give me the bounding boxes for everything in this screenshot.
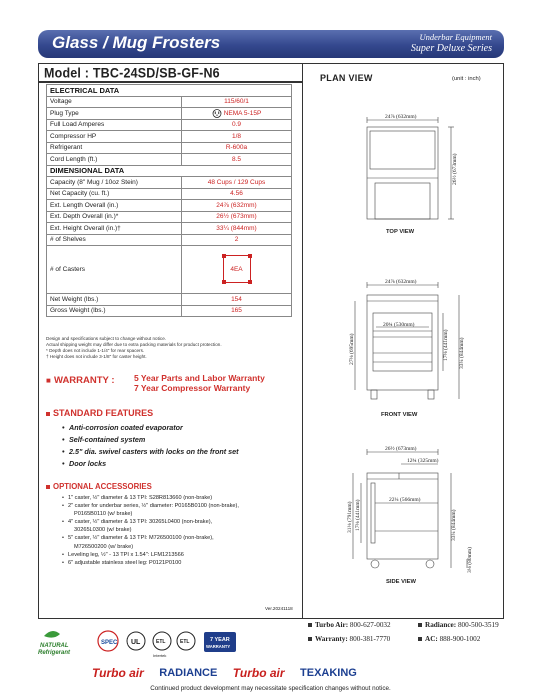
features-list [62,422,239,470]
spec-label: Net Weight (lbs.) [47,294,182,306]
spec-row [47,142,292,154]
accessories-list [62,494,239,567]
dim-front-total-h: 33¼ (844mm) [459,337,465,369]
spec-value: 26½ (673mm) [182,211,292,223]
dim-front-left-h: 27⅜ (695mm) [349,333,355,365]
plan-view-heading: PLAN VIEW [320,73,373,83]
dim-side-caster: 3⅛ (80mm) [467,547,473,573]
ul-logo [127,632,145,650]
spec-value: 165 [182,305,292,317]
spec-label: Plug Type [47,108,182,120]
warranty-line: 5 Year Parts and Labor Warranty [134,373,265,383]
list-item: • Self-contained system [62,434,239,446]
svg-text:NATURAL: NATURAL [40,643,69,649]
spec-value: 0.9 [182,119,292,131]
top-view-label: TOP VIEW [386,229,415,235]
spec-label: Net Capacity (cu. ft.) [47,188,182,200]
list-item: • 2.5" dia. swivel casters with locks on the front set [62,446,239,458]
list-item: • 1" caster, ½" diameter & 13 TPI: S28R813660 (non-brake) [62,494,239,502]
brand-strip [92,664,368,682]
header-banner [38,30,504,58]
plug-icon [212,109,222,118]
bullet-icon: ■ [46,376,51,385]
svg-text:ETL: ETL [180,639,190,645]
model-rule [38,81,302,83]
spec-value: 48 Cups / 129 Cups [182,177,292,189]
svg-text:WARRANTY: WARRANTY [206,644,231,649]
spec-value: 8.5 [182,154,292,166]
page-title: Glass / Mug Frosters [52,33,221,52]
contact-warranty: Warranty: 800-381-7770 [308,635,390,643]
texaking-logo: TEXAKING [300,666,357,679]
spec-row [47,223,292,235]
spec-value [182,108,292,120]
list-item: • Leveling leg, ½" - 13 TPI x 1.54": LFM1213566 [62,551,239,559]
dim-front-inner-width: 20¾ (530mm) [383,322,415,328]
dim-side-left-h2: 17⅜ (441mm) [355,499,361,531]
series-label [411,32,492,54]
dim-front-inner-h: 17⅜ (441mm) [443,329,449,361]
warranty-line: 7 Year Compressor Warranty [134,383,251,393]
note: Actual shipping weight may differ due to extra packing materials for product protection. [46,342,222,347]
note: Design and specifications subject to change without notice. [46,336,167,341]
accessories-heading [46,482,152,491]
spec-table [46,84,292,317]
spec-value: 33¼ (844mm) [182,223,292,235]
turbo-air-logo-2: Turbo air [232,665,285,680]
list-item: • 6" adjustable stainless steel leg: P0121P0100 [62,559,239,567]
spec-label: Refrigerant [47,142,182,154]
contact-ac: AC: 888-900-1002 [418,635,480,643]
svg-text:ETL: ETL [156,639,166,645]
warranty-label: WARRANTY : [54,375,115,386]
bullet-icon [418,637,422,641]
dim-top-depth: 26½ (673mm) [452,153,458,185]
spec-row [47,200,292,212]
svg-text:Intertek: Intertek [153,653,167,658]
bullet-icon [46,485,50,489]
front-view-drawing [348,278,465,399]
version-label: Ver.20241118 [265,606,293,611]
list-item: • Door locks [62,458,239,470]
spec-label: Capacity (8" Mug / 10oz Stein) [47,177,182,189]
side-view-label: SIDE VIEW [386,579,416,585]
spec-label: Ext. Depth Overall (in.)* [47,211,182,223]
turbo-air-logo: Turbo air [92,665,144,680]
contact-radiance: Radiance: 800-500-3519 [418,621,499,629]
dim-side-inner: 22¼ (566mm) [389,497,421,503]
svg-text:SPEC: SPEC [101,640,118,646]
spec-value: 2 [182,234,292,246]
spec-label: # of Shelves [47,234,182,246]
caster-count: 4EA [230,265,243,273]
dim-side-top: 12¾ (325mm) [407,458,439,464]
certification-logos [38,626,238,660]
plan-drawings [303,83,503,593]
spec-label: Compressor HP [47,131,182,143]
spec-row [47,294,292,306]
dim-side-total-h: 33¼ (844mm) [451,509,457,541]
spec-row [47,246,292,294]
spec-row [47,154,292,166]
spec-row [47,211,292,223]
model-number: Model : TBC-24SD/SB-GF-N6 [44,65,220,81]
radiance-logo: RADIANCE [159,666,218,679]
note: * Depth does not include 1-1/4" for rear spacers. [46,348,145,353]
warranty-badge [204,632,236,652]
contact-turbo-air: Turbo Air: 800-627-0032 [308,621,391,629]
top-view-drawing [367,113,458,219]
spec-label: Gross Weight (lbs.) [47,305,182,317]
natural-refrigerant-logo [38,631,71,656]
side-view-drawing [346,445,473,573]
spec-row [47,96,292,108]
caster-diagram-icon [223,255,251,283]
spec-logo [98,631,118,651]
bullet-icon [418,623,422,627]
caster-cell [182,246,292,294]
spec-value: 115/60/1 [182,96,292,108]
unit-label: (unit : inch) [452,76,481,82]
features-heading-text: STANDARD FEATURES [53,408,154,418]
spec-label: Full Load Amperes [47,119,182,131]
warranty-lines [134,373,265,393]
spec-row [47,234,292,246]
spec-value: 1/8 [182,131,292,143]
etl-logo [153,632,171,658]
spec-value: 154 [182,294,292,306]
spec-value: 4.56 [182,188,292,200]
series-line-2: Super Deluxe Series [410,43,492,54]
features-heading [46,408,153,418]
plug-type-value: NEMA 5-15P [223,109,262,117]
spec-row [47,119,292,131]
spec-value: 24⅞ (632mm) [182,200,292,212]
list-item: • 2" caster for underbar series, ½" diameter: P0165B0100 (non-brake), P0165B0110 (w/ brake) [62,502,239,518]
spec-notes [46,336,296,360]
bullet-icon [308,623,312,627]
spec-label: # of Casters [47,246,182,294]
spec-row [47,108,292,120]
series-line-1: Underbar Equipment [419,32,492,42]
dim-front-width: 24⅞ (632mm) [385,279,417,285]
accessories-heading-text: OPTIONAL ACCESSORIES [53,482,152,491]
spec-row [47,177,292,189]
spec-label: Ext. Length Overall (in.) [47,200,182,212]
spec-value: R-600a [182,142,292,154]
dim-side-left-h1: 31⅛ (791mm) [347,501,353,533]
bullet-icon [308,637,312,641]
spec-label: Ext. Height Overall (in.)† [47,223,182,235]
dim-side-depth: 26½ (673mm) [385,446,417,452]
bullet-icon [46,412,50,416]
spec-row [47,131,292,143]
list-item: • 4" caster, ½" diameter & 13 TPI: 30265L0400 (non-brake), 30265L0300 (w/ brake) [62,518,239,534]
electrical-heading: ELECTRICAL DATA [47,85,292,97]
dim-top-width: 24⅞ (632mm) [385,114,417,120]
front-view-label: FRONT VIEW [381,412,418,418]
note: † Height does not include 3-1/8" for caster height. [46,354,147,359]
footer-note: Continued product development may necessitate specification changes without notice. [150,685,391,692]
etl-sanitation-logo [177,632,195,650]
list-item: • Anti-corrosion coated evaporator [62,422,239,434]
spec-row [47,305,292,317]
spec-label: Voltage [47,96,182,108]
svg-text:UL: UL [131,639,141,646]
spec-label: Cord Length (ft.) [47,154,182,166]
svg-text:Refrigerant: Refrigerant [38,650,71,656]
svg-text:7 YEAR: 7 YEAR [210,637,230,643]
list-item: • 5" caster, ½" diameter & 13 TPI: M726500100 (non-brake), M726500200 (w/ brake) [62,534,239,550]
dimensional-heading: DIMENSIONAL DATA [47,165,292,177]
spec-row [47,188,292,200]
